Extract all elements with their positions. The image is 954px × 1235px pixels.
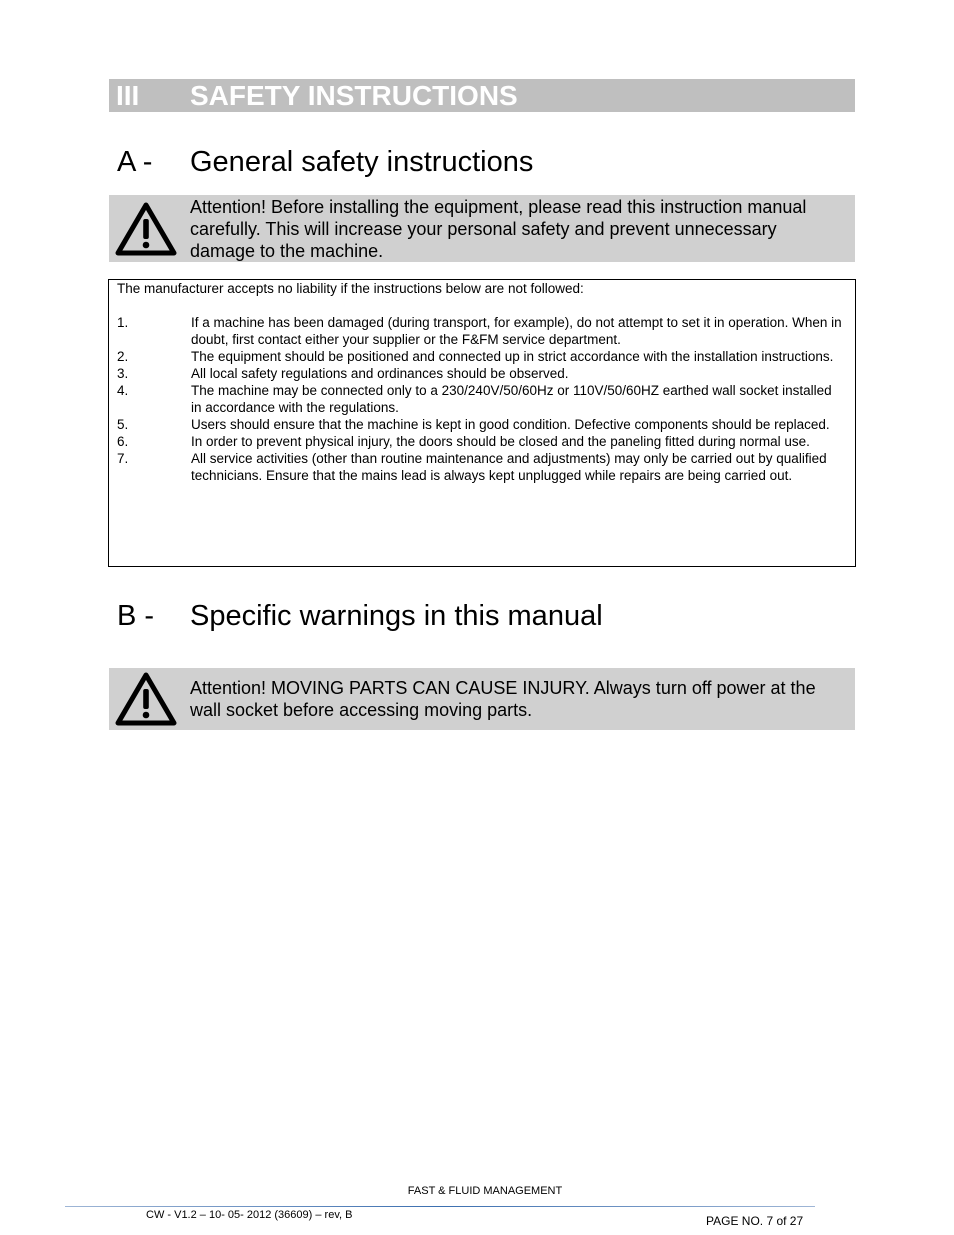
general-warning-box [109, 195, 855, 262]
rules-intro: The manufacturer accepts no liability if the instructions below are not followed: [117, 281, 584, 296]
section-header [109, 79, 855, 112]
warning-message: Attention! Before installing the equipment, please read this instruction manual carefully. This will increase your personal safety and prevent unnecessary damage to the machine. [190, 197, 807, 261]
warning-message: Attention! MOVING PARTS CAN CAUSE INJURY. Always turn off power at the wall socket before accessing moving parts. [190, 678, 816, 720]
page-number: PAGE NO. 7 of 27 [706, 1214, 804, 1228]
list-item: 2. The equipment should be positioned and connected up in strict accordance with the installation instructions. [117, 349, 834, 364]
heading-letter: B - [117, 600, 155, 632]
footer-divider [65, 1206, 815, 1207]
list-item: 3. All local safety regulations and ordinances should be observed. [117, 366, 569, 381]
list-item: 4. The machine may be connected only to a 230/240V/50/60Hz or 110V/50/60HZ earthed wall socket installed in accordance with the regulations. [117, 383, 832, 415]
footer-company: FAST & FLUID MANAGEMENT [407, 1185, 563, 1197]
warning-triangle-icon [115, 672, 177, 726]
section-number: III [116, 80, 140, 111]
heading-letter: A - [117, 146, 153, 178]
specific-warning-box [109, 668, 855, 730]
heading-text: Specific warnings in this manual [190, 600, 603, 632]
list-item: 6. In order to prevent physical injury, the doors should be closed and the paneling fitted during normal use. [117, 434, 810, 449]
footer-version: CW - V1.2 – 10- 05- 2012 (36609) – rev, B [146, 1209, 353, 1221]
safety-rules-box [108, 279, 856, 567]
section-title: SAFETY INSTRUCTIONS [190, 80, 518, 111]
list-item: 1. If a machine has been damaged (during transport, for example), do not attempt to set it in operation. When in doubt, first contact either your supplier or the F&FM service department. [117, 315, 842, 347]
heading-text: General safety instructions [190, 146, 534, 178]
list-item: 5. Users should ensure that the machine is kept in good condition. Defective components should be replaced. [117, 417, 830, 432]
list-item: 7. All service activities (other than routine maintenance and adjustments) may only be carried out by qualified technicians. Ensure that the mains lead is always kept unplugged while repairs are being carried out. [117, 451, 827, 483]
rules-list [109, 314, 855, 484]
warning-triangle-icon [115, 202, 177, 256]
